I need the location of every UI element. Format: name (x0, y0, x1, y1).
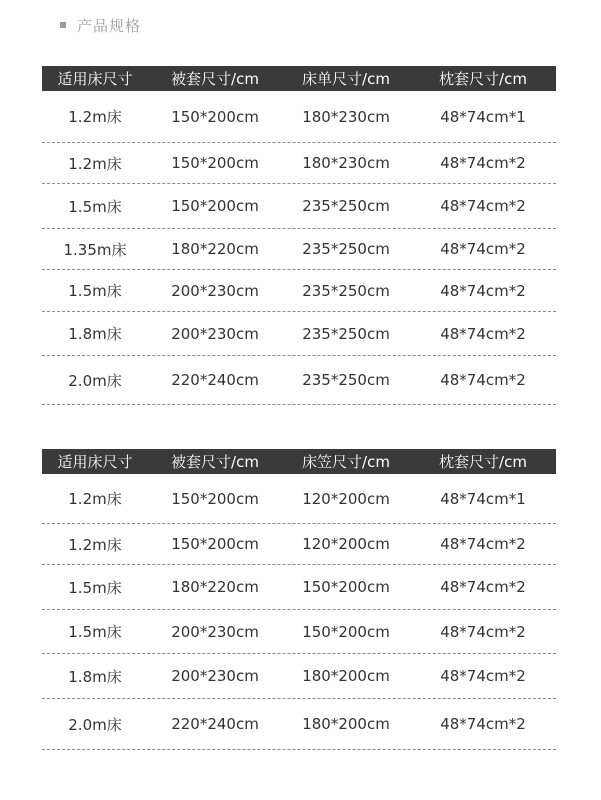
cell-duvet-cover-size: 180*220cm (171, 240, 259, 258)
cell-bed-size: 1.2m床 (68, 535, 122, 554)
header-duvet-cover-size: 被套尺寸/cm (171, 453, 259, 471)
table-row (42, 565, 556, 610)
cell-bed-size: 1.8m床 (68, 667, 122, 686)
cell-pillowcase-size: 48*74cm*2 (440, 240, 526, 258)
cell-bed-size: 1.5m床 (68, 282, 122, 300)
table-row (42, 474, 556, 524)
cell-duvet-cover-size: 200*230cm (171, 324, 259, 343)
table-row (42, 184, 556, 229)
table-header (42, 66, 556, 91)
cell-pillowcase-size: 48*74cm*1 (440, 107, 526, 126)
table-row (42, 91, 556, 143)
cell-pillowcase-size: 48*74cm*2 (440, 535, 526, 553)
cell-duvet-cover-size: 150*200cm (171, 535, 259, 553)
cell-sheet-size: 235*250cm (302, 324, 390, 343)
cell-duvet-cover-size: 220*240cm (171, 715, 259, 733)
cell-sheet-size: 235*250cm (302, 240, 390, 258)
cell-sheet-size: 235*250cm (302, 197, 390, 215)
cell-bed-size: 1.5m床 (68, 578, 122, 597)
table-row (42, 524, 556, 565)
cell-sheet-size: 235*250cm (302, 371, 390, 389)
table-row (42, 654, 556, 699)
section-title: 产品规格 (77, 16, 142, 35)
table-row (42, 356, 556, 405)
cell-fitted-sheet-size: 150*200cm (302, 578, 390, 596)
cell-duvet-cover-size: 150*200cm (171, 107, 259, 126)
table-row (42, 270, 556, 312)
spec-table-sheet (42, 66, 556, 405)
cell-fitted-sheet-size: 120*200cm (302, 535, 390, 553)
table-row (42, 229, 556, 270)
spec-table-fitted-sheet (42, 449, 556, 750)
section-heading (60, 14, 141, 36)
cell-duvet-cover-size: 200*230cm (171, 281, 259, 300)
cell-duvet-cover-size: 200*230cm (171, 667, 259, 685)
cell-bed-size: 1.2m床 (68, 154, 122, 173)
cell-sheet-size: 180*230cm (302, 154, 390, 172)
cell-bed-size: 1.2m床 (68, 490, 122, 508)
cell-fitted-sheet-size: 180*200cm (302, 715, 390, 733)
header-fitted-sheet-size: 床笠尺寸/cm (302, 453, 390, 471)
cell-bed-size: 1.8m床 (68, 325, 122, 343)
cell-sheet-size: 180*230cm (302, 107, 390, 126)
cell-bed-size: 2.0m床 (68, 715, 122, 734)
cell-fitted-sheet-size: 150*200cm (302, 622, 390, 641)
cell-pillowcase-size: 48*74cm*2 (440, 578, 526, 596)
cell-duvet-cover-size: 150*200cm (171, 197, 259, 215)
table-row (42, 699, 556, 750)
table-row (42, 143, 556, 184)
cell-pillowcase-size: 48*74cm*2 (440, 667, 526, 685)
cell-bed-size: 1.5m床 (68, 623, 122, 641)
header-bed-size: 适用床尺寸 (57, 70, 133, 88)
bullet-square-icon (60, 22, 66, 28)
cell-pillowcase-size: 48*74cm*2 (440, 154, 526, 172)
cell-bed-size: 2.0m床 (68, 371, 122, 390)
cell-duvet-cover-size: 150*200cm (171, 154, 259, 172)
cell-duvet-cover-size: 200*230cm (171, 622, 259, 641)
cell-bed-size: 1.35m床 (63, 240, 127, 259)
cell-pillowcase-size: 48*74cm*2 (440, 715, 526, 733)
header-pillowcase-size: 枕套尺寸/cm (439, 70, 527, 88)
cell-pillowcase-size: 48*74cm*2 (440, 371, 526, 389)
header-sheet-size: 床单尺寸/cm (302, 70, 390, 88)
cell-duvet-cover-size: 150*200cm (171, 489, 259, 508)
cell-pillowcase-size: 48*74cm*2 (440, 324, 526, 343)
cell-sheet-size: 235*250cm (302, 281, 390, 300)
cell-fitted-sheet-size: 120*200cm (302, 489, 390, 508)
cell-pillowcase-size: 48*74cm*2 (440, 197, 526, 215)
cell-fitted-sheet-size: 180*200cm (302, 667, 390, 685)
cell-pillowcase-size: 48*74cm*1 (440, 489, 526, 508)
cell-pillowcase-size: 48*74cm*2 (440, 281, 526, 300)
table-row (42, 312, 556, 356)
cell-duvet-cover-size: 220*240cm (171, 371, 259, 389)
cell-bed-size: 1.5m床 (68, 197, 122, 216)
header-duvet-cover-size: 被套尺寸/cm (171, 70, 259, 88)
header-pillowcase-size: 枕套尺寸/cm (439, 453, 527, 471)
table-row (42, 610, 556, 654)
cell-bed-size: 1.2m床 (68, 108, 122, 126)
cell-duvet-cover-size: 180*220cm (171, 578, 259, 596)
header-bed-size: 适用床尺寸 (57, 453, 133, 471)
cell-pillowcase-size: 48*74cm*2 (440, 622, 526, 641)
table-header (42, 449, 556, 474)
